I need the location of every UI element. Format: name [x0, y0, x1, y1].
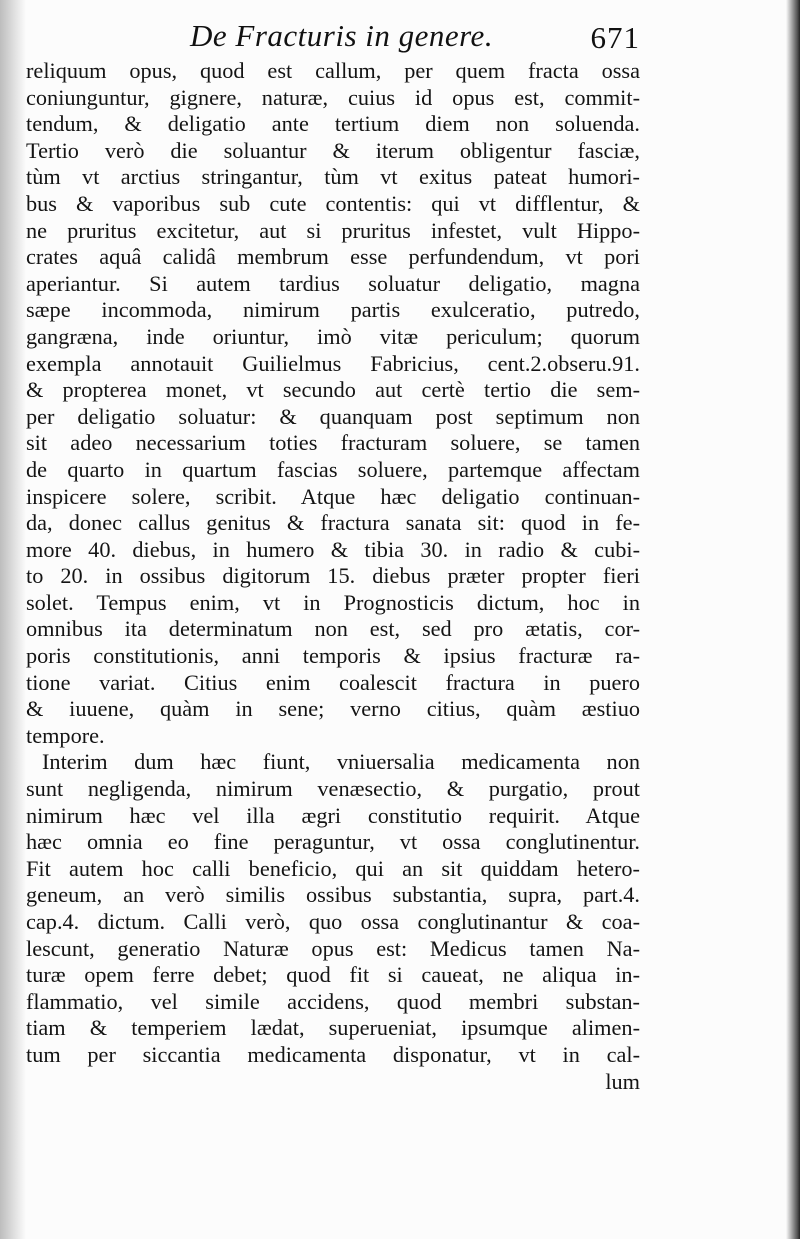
page-number: 671 [590, 20, 640, 55]
text-line: exempla annotauit Guilielmus Fabricius, cent.2.obseru.91. [26, 350, 640, 376]
text-line: Interim dum hæc fiunt, vniuersalia medicamenta non [42, 749, 640, 775]
text-line: nimirum hæc vel illa ægri constitutio requirit. Atque [26, 802, 640, 828]
text-line: reliquum opus, quod est callum, per quem fracta ossa [26, 58, 640, 83]
text-line: sit adeo necessarium toties fracturam soluere, se tamen [26, 430, 640, 456]
text-line: sæpe incommoda, nimirum partis exulceratio, putredo, [26, 297, 640, 323]
text-line: & iuuene, quàm in sene; verno citius, quàm æstiuo [26, 696, 640, 722]
text-line: more 40. diebus, in humero & tibia 30. in radio & cubi- [26, 536, 640, 562]
text-line: poris constitutionis, anni temporis & ipsius fracturæ ra- [26, 643, 640, 669]
text-line: tum per siccantia medicamenta disponatur, vt in cal- [26, 1041, 640, 1067]
text-line: coniunguntur, gignere, naturæ, cuius id opus est, commit- [26, 84, 640, 110]
text-line: tempore. [26, 722, 105, 748]
running-title: De Fracturis in genere. [190, 18, 494, 53]
text-line: cap.4. dictum. Calli verò, quo ossa conglutinantur & coa- [26, 909, 640, 934]
body-text [26, 58, 640, 1095]
text-line: lescunt, generatio Naturæ opus est: Medicus tamen Na- [26, 935, 640, 961]
catchword: lum [605, 1068, 640, 1094]
text-line: tiam & temperiem lædat, superueniat, ipsumque alimen- [26, 1015, 640, 1041]
text-line: geneum, an verò similis ossibus substantia, supra, part.4. [26, 882, 640, 908]
text-line: aperiantur. Si autem tardius soluatur deligatio, magna [26, 270, 640, 296]
text-line: Tertio verò die soluantur & iterum obligentur fasciæ, [26, 137, 640, 163]
text-line: crates aquâ calidâ membrum esse perfundendum, vt pori [26, 244, 640, 270]
text-line: inspicere solere, scribit. Atque hæc deligatio continuan- [26, 483, 640, 509]
text-line: da, donec callus genitus & fractura sanata sit: quod in fe- [26, 510, 640, 536]
text-line: ne pruritus excitetur, aut si pruritus infestet, vult Hippo- [26, 217, 640, 243]
text-line: bus & vaporibus sub cute contentis: qui vt difflentur, & [26, 190, 640, 216]
text-line: hæc omnia eo fine peraguntur, vt ossa conglutinentur. [26, 829, 640, 855]
text-line: omnibus ita determinatum non est, sed pro ætatis, cor- [26, 616, 640, 642]
text-line: de quarto in quartum fascias soluere, partemque affectam [26, 456, 640, 482]
text-line: tendum, & deligatio ante tertium diem non soluenda. [26, 111, 640, 137]
text-line: to 20. in ossibus digitorum 15. diebus præter propter fieri [26, 563, 640, 589]
text-line: gangræna, inde oriuntur, imò vitæ periculum; quorum [26, 323, 640, 349]
text-line: sunt negligenda, nimirum venæsectio, & purgatio, prout [26, 776, 640, 802]
text-line: per deligatio soluatur: & quanquam post septimum non [26, 403, 640, 429]
text-line: solet. Tempus enim, vt in Prognosticis dictum, hoc in [26, 589, 640, 615]
text-line: tùm vt arctius stringantur, tùm vt exitus pateat humori- [26, 164, 640, 190]
text-line: & propterea monet, vt secundo aut certè tertio die sem- [26, 377, 640, 403]
text-line: tione variat. Citius enim coalescit fractura in puero [26, 669, 640, 695]
text-line: flammatio, vel simile accidens, quod membri substan- [26, 988, 640, 1014]
text-line: turæ opem ferre debet; quod fit si caueat, ne aliqua in- [26, 962, 640, 988]
text-line: Fit autem hoc calli beneficio, qui an sit quiddam hetero- [26, 855, 640, 881]
